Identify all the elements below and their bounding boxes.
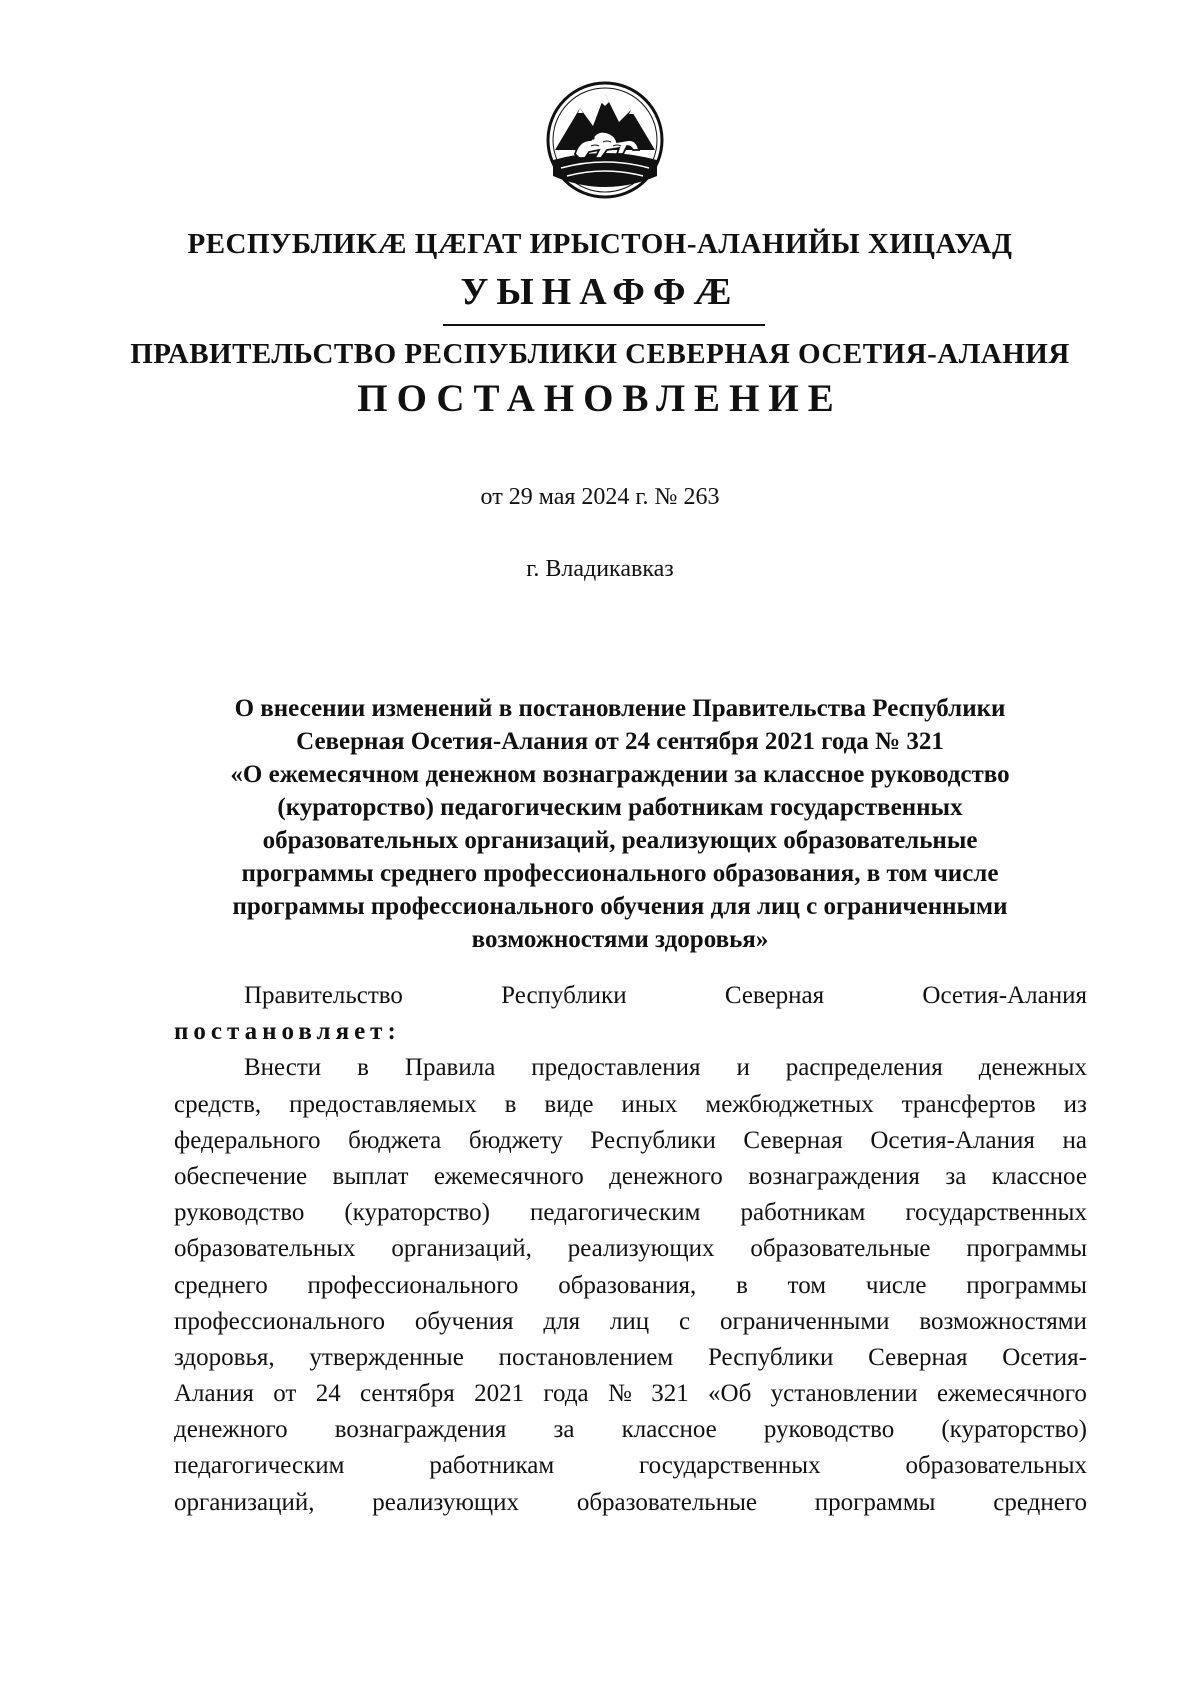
body-word: работникам [429, 1452, 555, 1480]
body-word: руководство [763, 1416, 895, 1444]
body-word: программы [814, 1488, 936, 1516]
body-word: классное [991, 1162, 1087, 1190]
body-line [174, 1050, 1087, 1086]
body-word: выплат [332, 1162, 409, 1190]
body-line [174, 1014, 1087, 1050]
body-word: числе [865, 1271, 927, 1299]
body-word: Алания [174, 1380, 254, 1408]
body-word: руководство [174, 1199, 305, 1227]
body-word: Правительство [244, 982, 403, 1009]
body-word: денежного [609, 1162, 723, 1190]
body-word: бюджета [348, 1126, 442, 1154]
body-word: реализующих [567, 1235, 715, 1263]
body-line [174, 1268, 1087, 1304]
body-word: для [543, 1307, 581, 1335]
decision-word: постановляет: [174, 1018, 401, 1046]
body-word: реализующих [372, 1488, 520, 1516]
body-word: Северная [868, 1343, 968, 1371]
body-word: за [945, 1162, 967, 1190]
body-word: из [1063, 1090, 1087, 1118]
body-word: среднего [993, 1488, 1087, 1516]
body-word: Республики [707, 1343, 834, 1371]
body-word: денежного [174, 1416, 288, 1444]
body-word: организаций, [174, 1488, 315, 1516]
body-word: 24 [315, 1380, 341, 1408]
body-word: возможностями [919, 1307, 1087, 1335]
body-word: Республики [501, 982, 627, 1009]
body-word: иных [621, 1090, 678, 1118]
body-paragraph [174, 1050, 1087, 1520]
body-word: среднего [174, 1271, 268, 1299]
body-line [174, 1087, 1087, 1123]
document-title [160, 692, 1080, 956]
ossetian-government-name: РЕСПУБЛИКÆ ЦÆГАТ ИРЫСТОН-АЛАНИЙЫ ХИЦАУАД [187, 228, 1013, 260]
body-line [174, 1159, 1087, 1195]
body-word: (кураторство) [941, 1416, 1087, 1444]
title-line: образовательных организаций, реализующих образовательные [262, 827, 978, 854]
russian-government-name: ПРАВИТЕЛЬСТВО РЕСПУБЛИКИ СЕВЕРНАЯ ОСЕТИЯ-АЛАНИЯ [130, 338, 1070, 370]
body-word: том [787, 1271, 827, 1299]
body-word: организаций, [391, 1235, 532, 1263]
title-line: возможностями здоровья» [471, 926, 769, 953]
body-word: установлении [770, 1380, 918, 1408]
body-word: обучения [414, 1307, 514, 1335]
body-word: денежных [978, 1054, 1087, 1082]
body-line [174, 1376, 1087, 1412]
body-line [174, 1412, 1087, 1448]
body-word: межбюджетных [705, 1090, 874, 1118]
body-word: лиц [609, 1307, 650, 1335]
body-line [174, 1231, 1087, 1267]
body-word: предоставляемых [289, 1090, 477, 1118]
body-word: вознаграждения [748, 1162, 920, 1190]
body-word: педагогическим [530, 1199, 701, 1227]
body-word: на [1062, 1126, 1087, 1154]
body-word: Осетия-Алания [870, 1126, 1035, 1154]
body-word: в [736, 1271, 748, 1299]
title-line: программы профессионального обучения для лиц с ограниченными [232, 893, 1008, 920]
document-city: г. Владикавказ [526, 556, 674, 582]
body-line [174, 978, 1087, 1014]
body-word: профессионального [174, 1307, 385, 1335]
body-word: от [273, 1380, 297, 1408]
body-word: Северная [724, 982, 825, 1009]
russian-document-type: ПОСТАНОВЛЕНИЕ [357, 377, 843, 420]
body-word: Осетия- [1002, 1343, 1087, 1371]
header-underline [443, 324, 765, 326]
body-word: 2021 [474, 1380, 525, 1408]
body-word: программы [966, 1271, 1087, 1299]
body-word: виде [544, 1090, 594, 1118]
body-word: за [553, 1416, 575, 1444]
body-word: Внести [244, 1054, 322, 1082]
body-word: «Об [708, 1380, 752, 1408]
body-word: 321 [651, 1380, 689, 1408]
body-word: образовательных [905, 1452, 1087, 1480]
body-line [174, 1195, 1087, 1231]
body-line [174, 1448, 1087, 1484]
body-word: Осетия-Алания [922, 982, 1087, 1009]
body-word: профессионального [307, 1271, 519, 1299]
body-word: трансфертов [901, 1090, 1036, 1118]
body-word: Республики [590, 1126, 716, 1154]
body-word: № [608, 1380, 632, 1408]
body-word: в [504, 1090, 517, 1118]
document-body [174, 978, 1087, 1521]
body-line [174, 1304, 1087, 1340]
body-word: сентября [360, 1380, 455, 1408]
body-word: ежемесячного [433, 1162, 584, 1190]
body-word: постановлением [498, 1343, 674, 1371]
title-line: программы среднего профессионального образования, в том числе [241, 860, 999, 887]
body-word: федерального [174, 1126, 321, 1154]
body-word: образовательных [174, 1235, 356, 1263]
title-line: Северная Осетия-Алания от 24 сентября 2021 года № 321 [296, 728, 944, 755]
title-line: «О ежемесячном денежном вознаграждении за классное руководство [230, 761, 1010, 788]
body-word: утвержденные [309, 1343, 464, 1371]
body-word: бюджету [468, 1126, 563, 1154]
body-word: государственных [905, 1199, 1087, 1227]
body-word: образования, [558, 1271, 697, 1299]
body-word: классное [621, 1416, 717, 1444]
body-word: Северная [743, 1126, 843, 1154]
body-word: предоставления [531, 1054, 701, 1082]
body-word: государственных [639, 1452, 821, 1480]
body-word: с [679, 1307, 691, 1335]
body-word: Правила [404, 1054, 496, 1082]
body-word: в [357, 1054, 369, 1082]
body-word: распределения [785, 1054, 943, 1082]
body-line [174, 1485, 1087, 1521]
body-word: (кураторство) [344, 1199, 491, 1227]
body-word: образовательные [576, 1488, 757, 1516]
body-word: года [543, 1380, 589, 1408]
body-word: образовательные [750, 1235, 931, 1263]
body-word: обеспечение [174, 1162, 308, 1190]
body-word: средств, [174, 1090, 262, 1118]
title-line: О внесении изменений в постановление Правительства Республики [234, 695, 1006, 722]
document-date-number: от 29 мая 2024 г. № 263 [480, 484, 720, 510]
body-line [174, 1123, 1087, 1159]
body-line [174, 1340, 1087, 1376]
body-word: ежемесячного [937, 1380, 1087, 1408]
body-word: и [736, 1054, 750, 1082]
body-word: здоровья, [174, 1343, 275, 1371]
title-line: (кураторство) педагогическим работникам государственных [277, 794, 963, 821]
body-word: программы [966, 1235, 1087, 1263]
body-word: вознаграждения [334, 1416, 507, 1444]
ossetian-document-type: УЫНАФФÆ [460, 271, 740, 313]
body-word: педагогическим [174, 1452, 345, 1480]
body-word: ограниченными [720, 1307, 890, 1335]
coat-of-arms-emblem [545, 80, 665, 200]
body-word: работникам [740, 1199, 866, 1227]
